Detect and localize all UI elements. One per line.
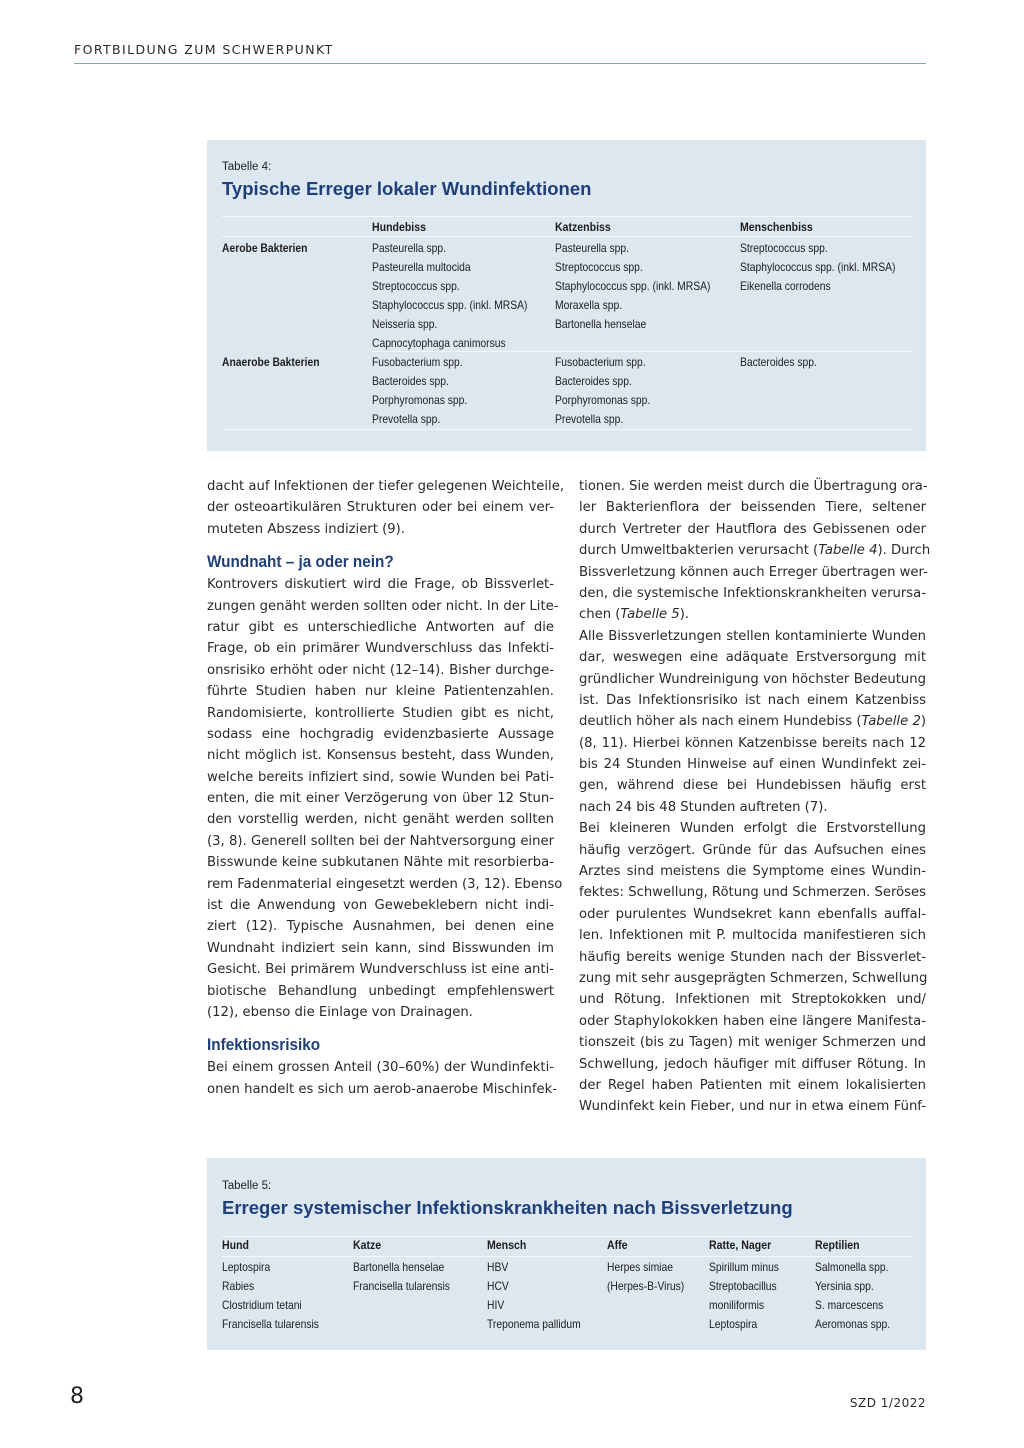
- table-cell: Salmonella spp.: [815, 1260, 889, 1274]
- text-line: dar, weswegen eine adäquate Erstversorgung mit: [579, 650, 926, 666]
- text-line: biotische Behandlung unbedingt empfehlenswert: [207, 983, 554, 999]
- paragraph: [207, 574, 563, 1023]
- text-line: ler Bakterienflora der beissenden Tiere, seltener: [579, 500, 926, 516]
- table-cell: Treponema pallidum: [487, 1317, 581, 1331]
- table-reference: Tabelle 2: [861, 714, 921, 730]
- table-rule: [222, 429, 912, 430]
- column-header: Hund: [222, 1238, 249, 1252]
- text-line: tionen. Sie werden meist durch die Übertragung ora-: [579, 479, 928, 494]
- text-column-left: [207, 476, 565, 1100]
- table-title: Erreger systemischer Infektionskrankheiten nach Bissverletzung: [222, 1197, 793, 1218]
- paragraph: [579, 818, 926, 1117]
- paragraph: [207, 476, 565, 540]
- table-cell: Streptobacillus: [709, 1279, 777, 1293]
- paragraph: [579, 626, 926, 819]
- text-line: Schwellung, jedoch häufiger mit diffuser Rötung. In: [579, 1056, 926, 1072]
- text-line: Randomisierte, kontrollierte Studien gibt es nicht,: [207, 705, 554, 721]
- text-line: muteten Abszess indiziert (9).: [207, 521, 405, 537]
- journal-issue: SZD 1/2022: [849, 1396, 926, 1410]
- table-cell: Pasteurella spp.: [555, 241, 630, 255]
- table-cell: Bacteroides spp.: [555, 374, 632, 388]
- table-rule: [222, 216, 912, 217]
- table-title: Typische Erreger lokaler Wundinfektionen: [222, 178, 592, 199]
- text-line: Alle Bissverletzungen stellen kontaminierte Wunden: [579, 628, 926, 644]
- text-line: gen, während diese bei Hundebissen häufig erst: [579, 778, 926, 794]
- table-caption: Tabelle 5:: [222, 1180, 272, 1192]
- text-line: fektes: Schwellung, Rötung und Schmerzen. Seröses: [579, 885, 926, 901]
- text-line: Wundinfekt kein Fieber, und nur in etwa einem Fünf-: [579, 1099, 926, 1115]
- table-cell: Bartonella henselae: [353, 1260, 445, 1274]
- section-heading: Wundnaht – ja oder nein?: [207, 552, 394, 572]
- table-cell: Porphyromonas spp.: [555, 393, 651, 407]
- table-cell: Fusobacterium spp.: [372, 355, 463, 369]
- column-header: Katzenbiss: [555, 220, 611, 234]
- table-cell: Fusobacterium spp.: [555, 355, 646, 369]
- text-line: dacht auf Infektionen der tiefer gelegenen Weichteile,: [207, 479, 565, 494]
- text-line: oder purulentes Wundsekret kann ebenfalls auffal-: [579, 906, 926, 922]
- text-line: (8, 11). Hierbei können Katzenbisse bereits nach 12: [579, 735, 926, 751]
- text-line: enten, die mit einer Verzögerung von über 12 Stun-: [207, 791, 554, 807]
- table-rule: [222, 1256, 912, 1257]
- text-line: den, die systemische Infektionskrankheiten verursa-: [579, 585, 926, 601]
- column-header: Reptilien: [815, 1238, 860, 1252]
- paragraph: [579, 476, 931, 626]
- text-line: (3, 8). Generell sollten bei der Nahtversorgung einer: [207, 833, 554, 849]
- text-line: welche bereits infiziert sind, sowie Wunden bei Pati-: [207, 769, 554, 785]
- table-rule: [222, 1236, 912, 1237]
- header-divider: [74, 63, 926, 64]
- table-cell: Pasteurella multocida: [372, 260, 471, 274]
- text-line: und Rötung. Infektionen mit Streptokokken und/: [579, 992, 926, 1008]
- table-reference: Tabelle 4: [818, 543, 878, 559]
- text-line: ziert (12). Typische Ausnahmen, bei denen eine: [207, 919, 554, 935]
- text-line: zungen genäht werden sollten oder nicht. In der Lite-: [207, 598, 559, 614]
- text-line: rem Fadenmaterial eingesetzt werden (3, 12). Ebenso: [207, 876, 563, 892]
- text-line: häufig bereits wenige Stunden nach der Bissverlet-: [579, 949, 926, 965]
- text-line: oder Staphylokokken haben eine längere Manifesta-: [579, 1013, 926, 1029]
- text-line: tionszeit (bis zu Tagen) mit weniger Schmerzen und: [579, 1035, 926, 1051]
- text-line: Kontrovers diskutiert wird die Frage, ob Bissverlet-: [207, 577, 554, 593]
- table-cell: Aeromonas spp.: [815, 1317, 891, 1331]
- table-cell: Capnocytophaga canimorsus: [372, 336, 506, 350]
- text-line: Bei kleineren Wunden erfolgt die Erstvorstellung: [579, 821, 926, 837]
- table-4: [207, 140, 926, 451]
- text-line: ist die Anwendung von Gewebeklebern nicht indi-: [207, 898, 554, 914]
- text-line: len. Infektionen mit P. multocida manifestieren sich: [579, 928, 926, 944]
- text-line: ratur gibt es unterschiedliche Antworten auf die: [207, 619, 554, 635]
- table-cell: Prevotella spp.: [372, 412, 441, 426]
- column-header: Affe: [607, 1238, 628, 1252]
- table-cell: Prevotella spp.: [555, 412, 624, 426]
- text-line: Bisswunde keine subkutanen Nähte mit resorbierba-: [207, 855, 554, 871]
- table-cell: Bacteroides spp.: [740, 355, 817, 369]
- text-line: Wundnaht indiziert sein kann, sind Bisswunden im: [207, 940, 554, 956]
- table-5: [207, 1158, 926, 1350]
- section-heading: Infektionsrisiko: [207, 1035, 321, 1055]
- text-column-right: [579, 476, 931, 1118]
- text-line: nicht möglich ist. Konsensus besteht, dass Wunden,: [207, 748, 554, 764]
- table-rule: [372, 351, 912, 352]
- text-line: den vorstellig werden, nicht genäht werden sollten: [207, 812, 554, 828]
- text-line: durch Vertreter der Hautflora des Gebissenen oder: [579, 521, 926, 537]
- text-line: sodass eine hochgradig evidenzbasierte Aussage: [207, 726, 554, 742]
- text-line: durch Umweltbakterien verursacht (Tabelle 4). Durch: [579, 543, 931, 559]
- table-cell: Moraxella spp.: [555, 298, 623, 312]
- table-cell: Streptococcus spp.: [555, 260, 643, 274]
- table-cell: moniliformis: [709, 1298, 765, 1312]
- text-line: Frage, ob ein primärer Wundverschluss das Infekti-: [207, 641, 554, 657]
- text-line: häufig verzögert. Gründe für das Aufsuchen eines: [579, 842, 926, 858]
- table-cell: Clostridium tetani: [222, 1298, 302, 1312]
- table-cell: Herpes simiae: [607, 1260, 673, 1274]
- text-line: Gesicht. Bei primärem Wundverschluss ist eine anti-: [207, 962, 554, 978]
- table-cell: Staphylococcus spp. (inkl. MRSA): [740, 260, 896, 274]
- table-cell: Francisella tularensis: [353, 1279, 450, 1293]
- text-line: Bissverletzung können auch Erreger übertragen wer-: [579, 564, 928, 580]
- text-line: Arztes sind meistens die Symptome eines Wundin-: [579, 864, 926, 880]
- text-line: deutlich höher als nach einem Hundebiss (Tabelle 2): [579, 714, 926, 730]
- table-cell: Leptospira: [222, 1260, 271, 1274]
- table-cell: Neisseria spp.: [372, 317, 438, 331]
- text-line: onsrisiko erhöht oder nicht (12–14). Bisher durchge-: [207, 662, 554, 678]
- text-line: bis 24 Stunden Hinweise auf einen Wundinfekt zei-: [579, 757, 926, 773]
- text-line: führte Studien haben nur kleine Patientenzahlen.: [207, 684, 554, 700]
- text-line: Bei einem grossen Anteil (30–60%) der Wundinfekti-: [207, 1060, 554, 1076]
- table-cell: Pasteurella spp.: [372, 241, 447, 255]
- section-label: FORTBILDUNG ZUM SCHWERPUNKT: [74, 42, 334, 57]
- text-line: der Regel haben Patienten mit einem lokalisierten: [579, 1077, 926, 1093]
- table-cell: HBV: [487, 1260, 509, 1274]
- page-number: 8: [70, 1384, 84, 1409]
- text-line: gründlicher Wundreinigung von höchster Bedeutung: [579, 671, 926, 687]
- table-cell: (Herpes-B-Virus): [607, 1279, 685, 1293]
- column-header: Hundebiss: [372, 220, 426, 234]
- table-cell: Francisella tularensis: [222, 1317, 319, 1331]
- table-cell: Porphyromonas spp.: [372, 393, 468, 407]
- table-cell: HIV: [487, 1298, 505, 1312]
- table-cell: Staphylococcus spp. (inkl. MRSA): [555, 279, 711, 293]
- column-header: Mensch: [487, 1238, 527, 1252]
- column-header: Ratte, Nager: [709, 1238, 772, 1252]
- text-line: chen (Tabelle 5).: [579, 607, 690, 623]
- column-header: Katze: [353, 1238, 382, 1252]
- table-cell: HCV: [487, 1279, 509, 1293]
- table-cell: Eikenella corrodens: [740, 279, 831, 293]
- table-cell: Bartonella henselae: [555, 317, 647, 331]
- text-line: der osteoartikulären Strukturen oder bei einem ver-: [207, 500, 554, 516]
- column-header: Menschenbiss: [740, 220, 813, 234]
- table-cell: Streptococcus spp.: [372, 279, 460, 293]
- table-caption: Tabelle 4:: [222, 161, 272, 173]
- table-reference: Tabelle 5: [620, 607, 680, 623]
- paragraph: [207, 1057, 558, 1100]
- table-cell: Streptococcus spp.: [740, 241, 828, 255]
- table-cell: Bacteroides spp.: [372, 374, 449, 388]
- text-line: (12), ebenso die Einlage von Drainagen.: [207, 1004, 473, 1020]
- table-rule: [222, 236, 912, 237]
- table-cell: Rabies: [222, 1279, 255, 1293]
- table-cell: S. marcescens: [815, 1298, 884, 1312]
- table-cell: Yersinia spp.: [815, 1279, 874, 1293]
- row-label: Anaerobe Bakterien: [222, 355, 320, 369]
- table-cell: Staphylococcus spp. (inkl. MRSA): [372, 298, 528, 312]
- table-cell: Spirillum minus: [709, 1260, 779, 1274]
- text-line: nach 24 bis 48 Stunden auftreten (7).: [579, 799, 828, 815]
- text-line: ist. Das Infektionsrisiko ist nach einem Katzenbiss: [579, 692, 926, 708]
- text-line: onen handelt es sich um aerob-anaerobe Mischinfek-: [207, 1081, 558, 1097]
- row-label: Aerobe Bakterien: [222, 241, 308, 255]
- table-cell: Leptospira: [709, 1317, 758, 1331]
- text-line: zung mit sehr ausgeprägten Schmerzen, Schwellung: [579, 970, 928, 986]
